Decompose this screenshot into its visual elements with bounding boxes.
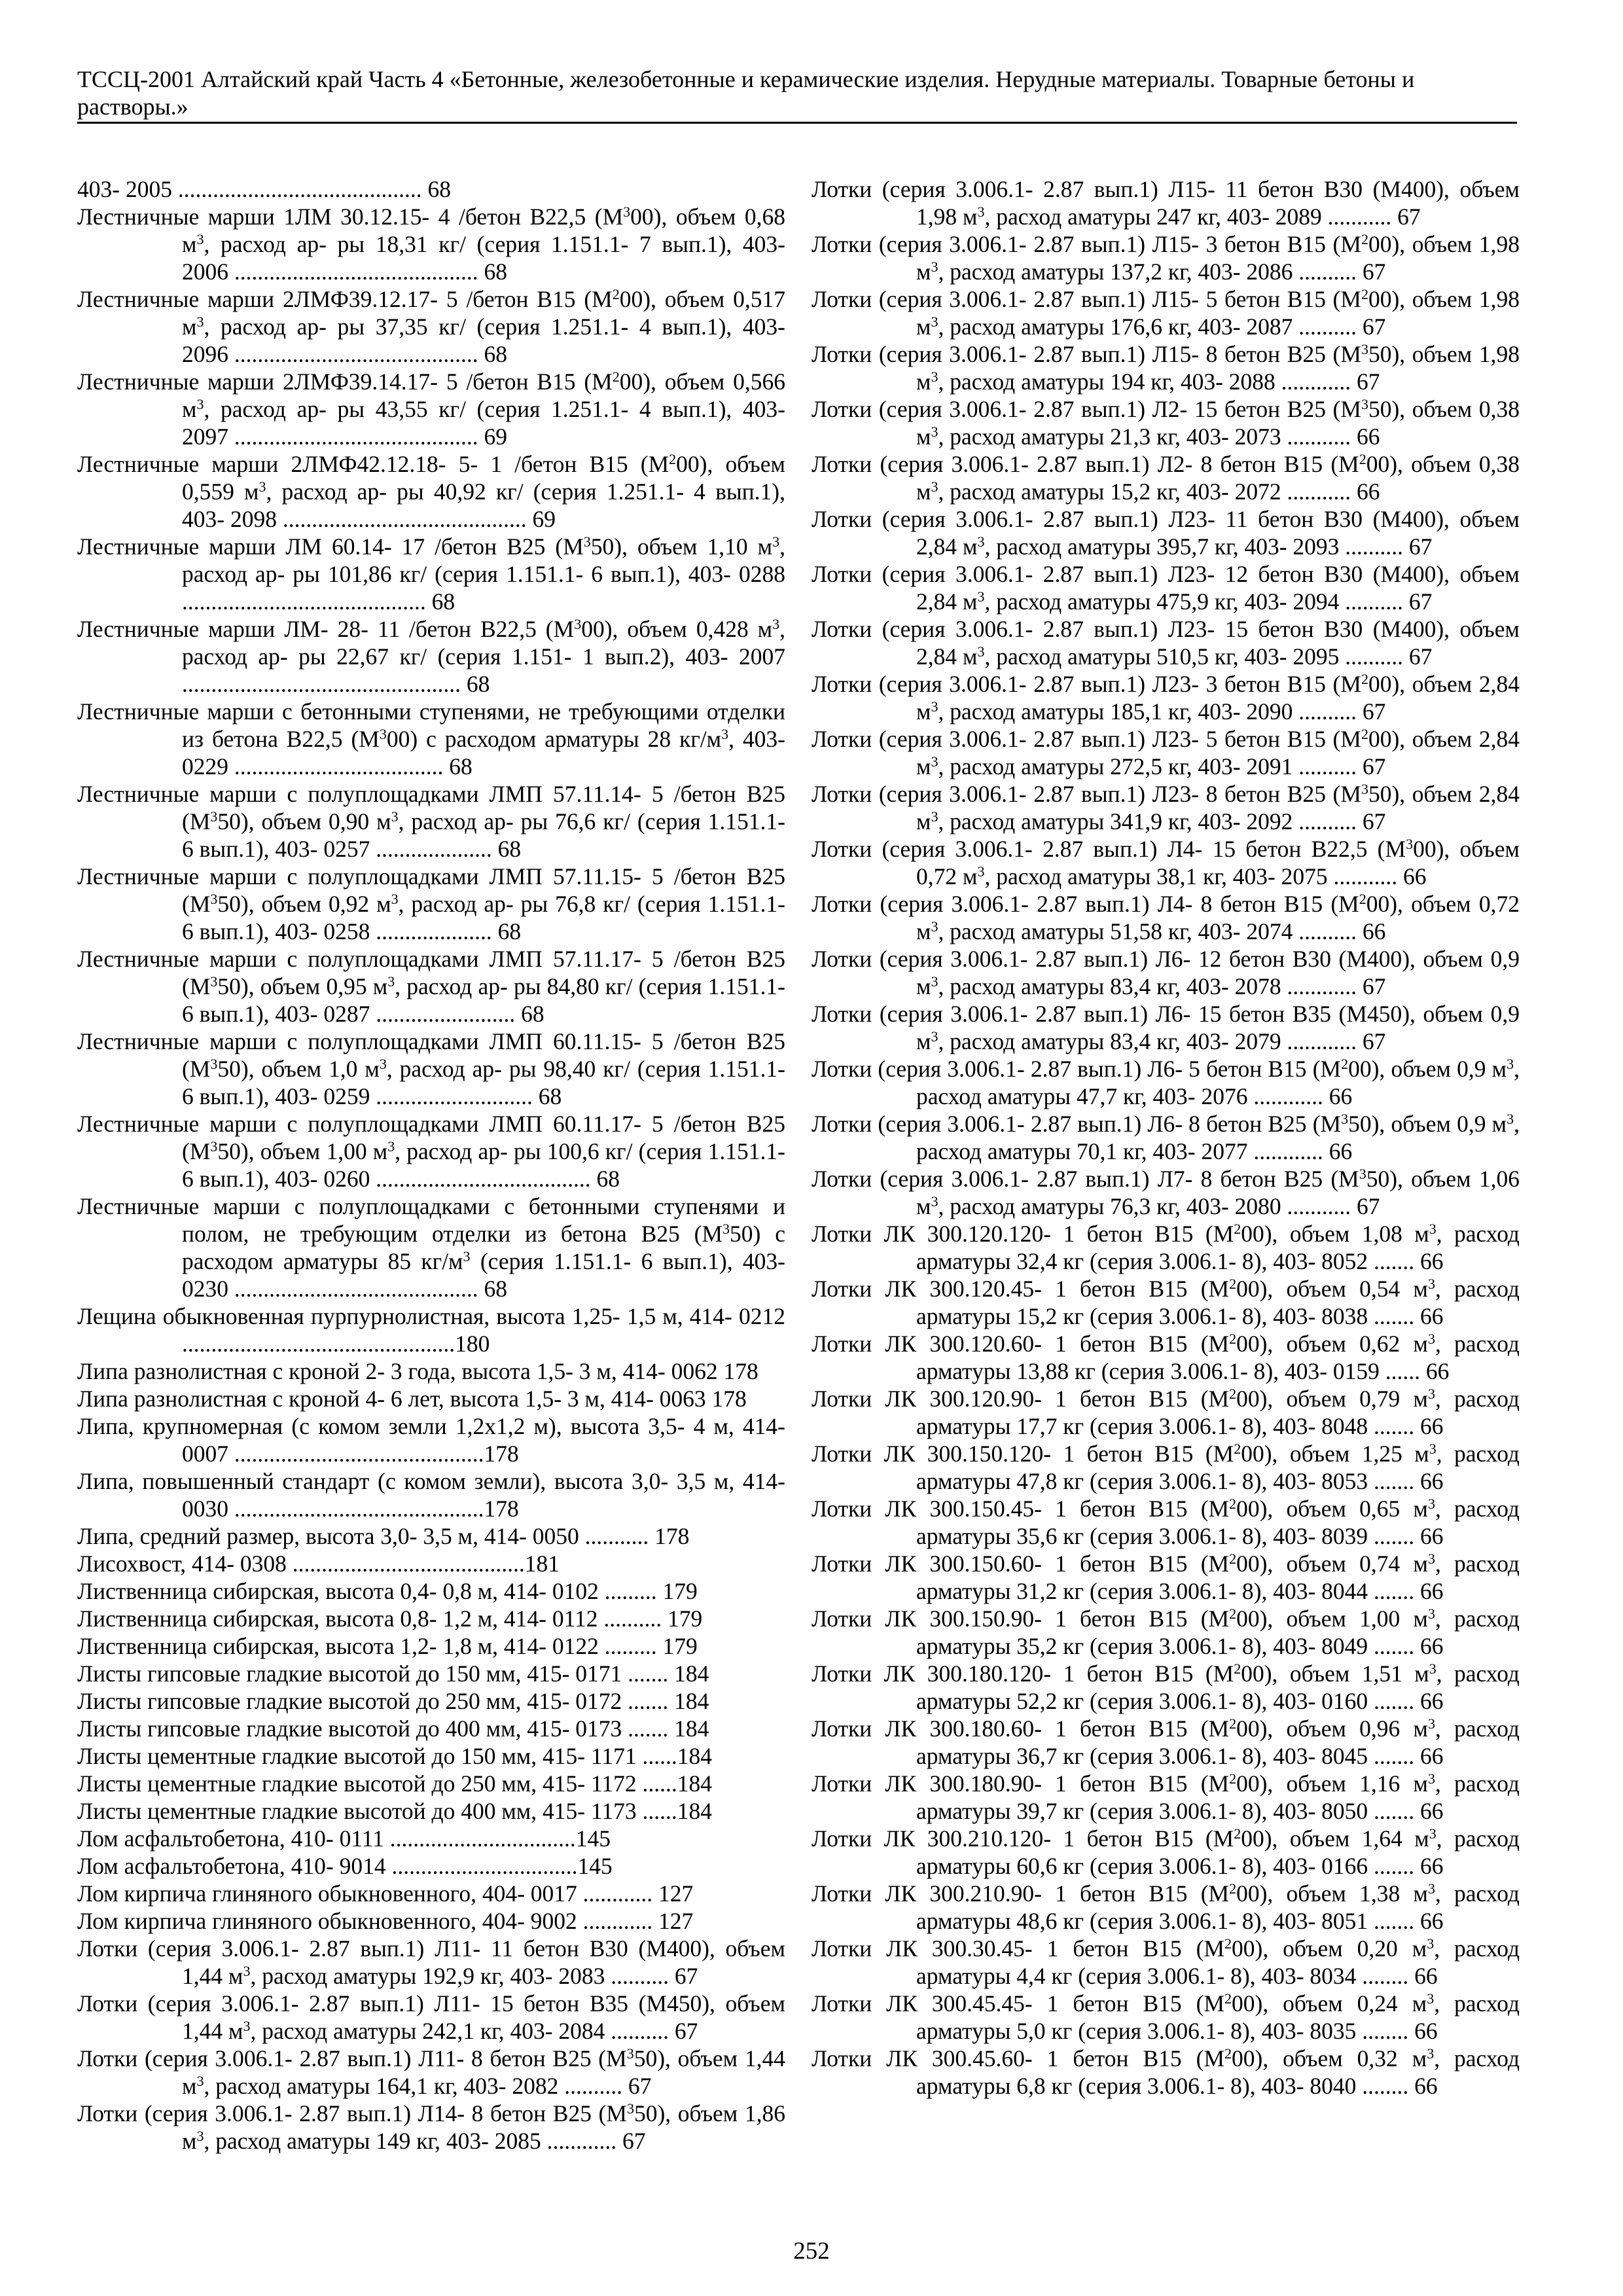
index-entry: 403- 2005 .......................................... 68	[77, 176, 451, 202]
index-entry: Лестничные марши с полуплощадками ЛМП 60.11.17- 5 /бетон В25 $(М^350)$, объем 1,00 $м^3$, расход ар- ры 100,6 кг/ (серия 1.151.1- 6 вып.1), 403- 0260 ..................................... 68	[77, 1111, 786, 1192]
index-entry: Лотки ЛК 300.45.60- 1 бетон В15 $(М^200)$, объем 0,32 $м^3$, расход арматуры 6,8 кг (серия 3.006.1- 8), 403- 8040 ........ 66	[812, 2045, 1520, 2099]
index-column-right	[812, 175, 1520, 2100]
index-entry: Лотки ЛК 300.150.90- 1 бетон В15 $(М^200)$, объем 1,00 $м^3$, расход арматуры 35,2 кг (серия 3.006.1- 8), 403- 8049 ....... 66	[812, 1605, 1520, 1659]
index-entry: Лотки (серия 3.006.1- 2.87 вып.1) Л11- 15 бетон В35 (М450), объем 1,44 $м^3$, расход аматуры 242,1 кг, 403- 2084 .......... 67	[77, 1990, 785, 2044]
index-entry: Лотки (серия 3.006.1- 2.87 вып.1) Л15- 8 бетон В25 $(М^350)$, объем 1,98 $м^3$, расход аматуры 194 кг, 403- 2088 ............ 67	[812, 340, 1520, 395]
index-entry: Лом кирпича глиняного обыкновенного, 404- 0017 ............ 127	[77, 1880, 694, 1907]
index-entry: Лестничные марши с бетонными ступенями, не требующими отделки из бетона В22,5 $(М^300)$ с расходом арматуры 28 $кг/м^3$, 403- 0229 .................................... 68	[77, 698, 785, 780]
index-entry: Лещина обыкновенная пурпурнолистная, высота 1,25- 1,5 м, 414- 0212 ...............................................180	[77, 1303, 785, 1357]
index-entry: Липа разнолистная с кроной 2- 3 года, высота 1,5- 3 м, 414- 0062 178	[77, 1358, 758, 1384]
index-entry: Лотки ЛК 300.120.90- 1 бетон В15 $(М^200)$, объем 0,79 $м^3$, расход арматуры 17,7 кг (серия 3.006.1- 8), 403- 8048 ....... 66	[812, 1385, 1520, 1439]
index-column-left	[77, 175, 785, 2155]
index-entry: Лисохвост, 414- 0308 ........................................181	[77, 1551, 560, 1577]
index-entry: Лотки ЛК 300.180.90- 1 бетон В15 $(М^200)$, объем 1,16 $м^3$, расход арматуры 39,7 кг (серия 3.006.1- 8), 403- 8050 ....... 66	[812, 1770, 1520, 1824]
index-entry: Лестничные марши с полуплощадками с бетонными ступенями и полом, не требующим отделки из бетона В25 $(М^350)$ с расходом арматуры 85 $кг/м^3$ (серия 1.151.1- 6 вып.1), 403- 0230 .......................................... 68	[77, 1193, 785, 1302]
index-entry: Лом асфальтобетона, 410- 0111 ................................145	[77, 1825, 611, 1852]
index-entry: Лиственница сибирская, высота 0,4- 0,8 м, 414- 0102 ......... 179	[77, 1578, 698, 1604]
index-entry: Листы гипсовые гладкие высотой до 150 мм, 415- 0171 ....... 184	[77, 1660, 709, 1687]
index-entry: Лотки (серия 3.006.1- 2.87 вып.1) Л15- 3 бетон В15 $(М^200)$, объем 1,98 $м^3$, расход аматуры 137,2 кг, 403- 2086 .......... 67	[812, 230, 1520, 285]
index-entry: Листы гипсовые гладкие высотой до 250 мм, 415- 0172 ....... 184	[77, 1688, 709, 1714]
index-entry: Листы гипсовые гладкие высотой до 400 мм, 415- 0173 ....... 184	[77, 1715, 709, 1742]
index-entry: Лотки (серия 3.006.1- 2.87 вып.1) Л23- 15 бетон В30 (М400), объем 2,84 $м^3$, расход аматуры 510,5 кг, 403- 2095 .......... 67	[812, 616, 1520, 670]
index-entry: Лотки ЛК 300.150.45- 1 бетон В15 $(М^200)$, объем 0,65 $м^3$, расход арматуры 35,6 кг (серия 3.006.1- 8), 403- 8039 ....... 66	[812, 1495, 1520, 1549]
index-entry: Лотки (серия 3.006.1- 2.87 вып.1) Л15- 5 бетон В15 $(М^200)$, объем 1,98 $м^3$, расход аматуры 176,6 кг, 403- 2087 .......... 67	[812, 285, 1520, 340]
index-entry: Лотки (серия 3.006.1- 2.87 вып.1) Л23- 5 бетон В15 $(М^200)$, объем 2,84 $м^3$, расход аматуры 272,5 кг, 403- 2091 .......... 67	[812, 725, 1520, 780]
index-entry: Лотки (серия 3.006.1- 2.87 вып.1) Л7- 8 бетон В25 $(М^350)$, объем 1,06 $м^3$, расход аматуры 76,3 кг, 403- 2080 ........... 67	[812, 1165, 1520, 1219]
index-entry: Лотки (серия 3.006.1- 2.87 вып.1) Л11- 11 бетон В30 (М400), объем 1,44 $м^3$, расход аматуры 192,9 кг, 403- 2083 .......... 67	[77, 1935, 785, 1989]
index-entry: Лотки (серия 3.006.1- 2.87 вып.1) Л14- 8 бетон В25 $(М^350)$, объем 1,86 $м^3$, расход аматуры 149 кг, 403- 2085 ............ 67	[77, 2100, 786, 2154]
index-entry: Лотки (серия 3.006.1- 2.87 вып.1) Л6- 12 бетон В30 (М400), объем 0,9 $м^3$, расход аматуры 83,4 кг, 403- 2078 ............ 67	[812, 946, 1520, 999]
index-entry: Лотки (серия 3.006.1- 2.87 вып.1) Л2- 8 бетон В15 $(М^200)$, объем 0,38 $м^3$, расход аматуры 15,2 кг, 403- 2072 ........... 66	[812, 450, 1520, 505]
index-entry: Лотки ЛК 300.180.120- 1 бетон В15 $(М^200)$, объем 1,51 $м^3$, расход арматуры 52,2 кг (серия 3.006.1- 8), 403- 0160 ....... 66	[812, 1660, 1520, 1714]
index-entry: Лестничные марши с полуплощадками ЛМП 60.11.15- 5 /бетон В25 $(М^350)$, объем 1,0 $м^3$, расход ар- ры 98,40 кг/ (серия 1.151.1- 6 вып.1), 403- 0259 ........................... 68	[77, 1028, 786, 1109]
index-entry: Листы цементные гладкие высотой до 150 мм, 415- 1171 ......184	[77, 1743, 713, 1769]
index-entry: Лотки ЛК 300.210.120- 1 бетон В15 $(М^200)$, объем 1,64 $м^3$, расход арматуры 60,6 кг (серия 3.006.1- 8), 403- 0166 ....... 66	[812, 1825, 1520, 1879]
index-entry: Лиственница сибирская, высота 0,8- 1,2 м, 414- 0112 .......... 179	[77, 1605, 703, 1632]
index-entry: Лестничные марши ЛМ 60.14- 17 /бетон В25 $(М^350)$, объем 1,10 $м^3$, расход ар- ры 101,86 кг/ (серия 1.151.1- 6 вып.1), 403- 0288 .......................................... 68	[77, 533, 785, 615]
index-entry: Лестничные марши с полуплощадками ЛМП 57.11.14- 5 /бетон В25 $(М^350)$, объем 0,90 $м^3$, расход ар- ры 76,6 кг/ (серия 1.151.1- 6 вып.1), 403- 0257 .................... 68	[77, 781, 786, 862]
index-entry: Лом асфальтобетона, 410- 9014 ................................145	[77, 1853, 613, 1879]
index-entry: Лотки (серия 3.006.1- 2.87 вып.1) Л4- 15 бетон В22,5 $(М^300)$, объем 0,72 $м^3$, расход аматуры 38,1 кг, 403- 2075 ........... 66	[812, 835, 1520, 889]
index-entry: Лотки ЛК 300.180.60- 1 бетон В15 $(М^200)$, объем 0,96 $м^3$, расход арматуры 36,7 кг (серия 3.006.1- 8), 403- 8045 ....... 66	[812, 1715, 1520, 1769]
index-entry: Лотки ЛК 300.120.120- 1 бетон В15 $(М^200)$, объем 1,08 $м^3$, расход арматуры 32,4 кг (серия 3.006.1- 8), 403- 8052 ....... 66	[812, 1220, 1520, 1274]
index-entry: Липа, средний размер, высота 3,0- 3,5 м, 414- 0050 ........... 178	[77, 1523, 690, 1549]
index-entry: Лотки ЛК 300.30.45- 1 бетон В15 $(М^200)$, объем 0,20 $м^3$, расход арматуры 4,4 кг (серия 3.006.1- 8), 403- 8034 ........ 66	[812, 1935, 1520, 1989]
index-entry: Липа, повышенный стандарт (с комом земли), высота 3,0- 3,5 м, 414- 0030 ...........................................178	[77, 1468, 785, 1522]
index-entry: Лестничные марши 2ЛМФ39.14.17- 5 /бетон В15 $(М^200)$, объем 0,566 $м^3$, расход ар- ры 43,55 кг/ (серия 1.251.1- 4 вып.1), 403- 2097 .......................................... 69	[77, 368, 785, 450]
index-entry: Лотки (серия 3.006.1- 2.87 вып.1) Л6- 15 бетон В35 (М450), объем 0,9 $м^3$, расход аматуры 83,4 кг, 403- 2079 ............ 67	[812, 1001, 1520, 1054]
header-rule	[77, 122, 1517, 124]
index-entry: Лотки (серия 3.006.1- 2.87 вып.1) Л6- 8 бетон В25 $(М^350)$, объем 0,9 $м^3$, расход аматуры 70,1 кг, 403- 2077 ............ 66	[812, 1110, 1520, 1164]
index-entry: Липа разнолистная с кроной 4- 6 лет, высота 1,5- 3 м, 414- 0063 178	[77, 1386, 747, 1412]
index-entry: Лестничные марши 1ЛМ 30.12.15- 4 /бетон В22,5 $(М^300)$, объем 0,68 $м^3$, расход ар- ры 18,31 кг/ (серия 1.151.1- 7 вып.1), 403- 2006 .......................................... 68	[77, 203, 785, 285]
index-entry: Лотки (серия 3.006.1- 2.87 вып.1) Л15- 11 бетон В30 (М400), объем 1,98 $м^3$, расход аматуры 247 кг, 403- 2089 ........... 67	[812, 176, 1520, 230]
index-entry: Лестничные марши 2ЛМФ42.12.18- 5- 1 /бетон В15 $(М^200)$, объем 0,559 $м^3$, расход ар- ры 40,92 кг/ (серия 1.251.1- 4 вып.1), 403- 2098 .......................................... 69	[77, 450, 786, 532]
page-number: 252	[793, 2238, 830, 2265]
index-entry: Лестничные марши с полуплощадками ЛМП 57.11.17- 5 /бетон В25 $(М^350)$, объем 0,95 $м^3$, расход ар- ры 84,80 кг/ (серия 1.151.1- 6 вып.1), 403- 0287 ........................ 68	[77, 946, 786, 1027]
index-entry: Лотки (серия 3.006.1- 2.87 вып.1) Л6- 5 бетон В15 $(М^200)$, объем 0,9 $м^3$, расход аматуры 47,7 кг, 403- 2076 ............ 66	[812, 1055, 1520, 1109]
index-entry: Лотки (серия 3.006.1- 2.87 вып.1) Л23- 11 бетон В30 (М400), объем 2,84 $м^3$, расход аматуры 395,7 кг, 403- 2093 .......... 67	[812, 506, 1520, 560]
index-entry: Лотки (серия 3.006.1- 2.87 вып.1) Л23- 3 бетон В15 $(М^200)$, объем 2,84 $м^3$, расход аматуры 185,1 кг, 403- 2090 .......... 67	[812, 670, 1520, 725]
index-entry: Лиственница сибирская, высота 1,2- 1,8 м, 414- 0122 ......... 179	[77, 1633, 698, 1659]
index-entry: Лотки ЛК 300.210.90- 1 бетон В15 $(М^200)$, объем 1,38 $м^3$, расход арматуры 48,6 кг (серия 3.006.1- 8), 403- 8051 ....... 66	[812, 1880, 1520, 1934]
index-entry: Лотки (серия 3.006.1- 2.87 вып.1) Л4- 8 бетон В15 $(М^200)$, объем 0,72 $м^3$, расход аматуры 51,58 кг, 403- 2074 .......... 66	[812, 890, 1520, 944]
index-entry: Лотки (серия 3.006.1- 2.87 вып.1) Л2- 15 бетон В25 $(М^350)$, объем 0,38 $м^3$, расход аматуры 21,3 кг, 403- 2073 ........... 66	[812, 395, 1520, 450]
index-entry: Лестничные марши 2ЛМФ39.12.17- 5 /бетон В15 $(М^200)$, объем 0,517 $м^3$, расход ар- ры 37,35 кг/ (серия 1.251.1- 4 вып.1), 403- 2096 .......................................... 68	[77, 285, 785, 367]
index-entry: Лотки ЛК 300.150.120- 1 бетон В15 $(М^200)$, объем 1,25 $м^3$, расход арматуры 47,8 кг (серия 3.006.1- 8), 403- 8053 ....... 66	[812, 1440, 1520, 1494]
index-entry: Лотки (серия 3.006.1- 2.87 вып.1) Л23- 8 бетон В25 $(М^350)$, объем 2,84 $м^3$, расход аматуры 341,9 кг, 403- 2092 .......... 67	[812, 780, 1520, 834]
running-header: ТССЦ-2001 Алтайский край Часть 4 «Бетонные, железобетонные и керамические изделия. Нерудные материалы. Товарные бетоны и растворы.»	[77, 66, 1415, 120]
index-entry: Лом кирпича глиняного обыкновенного, 404- 9002 ............ 127	[77, 1908, 694, 1934]
index-entry: Лотки ЛК 300.120.45- 1 бетон В15 $(М^200)$, объем 0,54 $м^3$, расход арматуры 15,2 кг (серия 3.006.1- 8), 403- 8038 ....... 66	[812, 1275, 1520, 1329]
index-entry: Лотки ЛК 300.120.60- 1 бетон В15 $(М^200)$, объем 0,62 $м^3$, расход арматуры 13,88 кг (серия 3.006.1- 8), 403- 0159 ...... 66	[812, 1330, 1520, 1384]
index-entry: Листы цементные гладкие высотой до 400 мм, 415- 1173 ......184	[77, 1798, 713, 1824]
index-entry: Лотки (серия 3.006.1- 2.87 вып.1) Л11- 8 бетон В25 $(М^350)$, объем 1,44 $м^3$, расход аматуры 164,1 кг, 403- 2082 .......... 67	[77, 2045, 785, 2099]
index-entry: Лестничные марши с полуплощадками ЛМП 57.11.15- 5 /бетон В25 $(М^350)$, объем 0,92 $м^3$, расход ар- ры 76,8 кг/ (серия 1.151.1- 6 вып.1), 403- 0258 .................... 68	[77, 863, 786, 944]
index-entry: Листы цементные гладкие высотой до 250 мм, 415- 1172 ......184	[77, 1770, 713, 1797]
index-entry: Лотки ЛК 300.45.45- 1 бетон В15 $(М^200)$, объем 0,24 $м^3$, расход арматуры 5,0 кг (серия 3.006.1- 8), 403- 8035 ........ 66	[812, 1990, 1520, 2044]
index-entry: Лотки ЛК 300.150.60- 1 бетон В15 $(М^200)$, объем 0,74 $м^3$, расход арматуры 31,2 кг (серия 3.006.1- 8), 403- 8044 ....... 66	[812, 1550, 1520, 1604]
index-entry: Лотки (серия 3.006.1- 2.87 вып.1) Л23- 12 бетон В30 (М400), объем 2,84 $м^3$, расход аматуры 475,9 кг, 403- 2094 .......... 67	[812, 561, 1520, 615]
index-entry: Лестничные марши ЛМ- 28- 11 /бетон В22,5 $(М^300)$, объем 0,428 $м^3$, расход ар- ры 22,67 кг/ (серия 1.151- 1 вып.2), 403- 2007 ................................................ 68	[77, 615, 785, 697]
index-entry: Липа, крупномерная (с комом земли 1,2х1,2 м), высота 3,5- 4 м, 414- 0007 ...........................................178	[77, 1413, 785, 1467]
